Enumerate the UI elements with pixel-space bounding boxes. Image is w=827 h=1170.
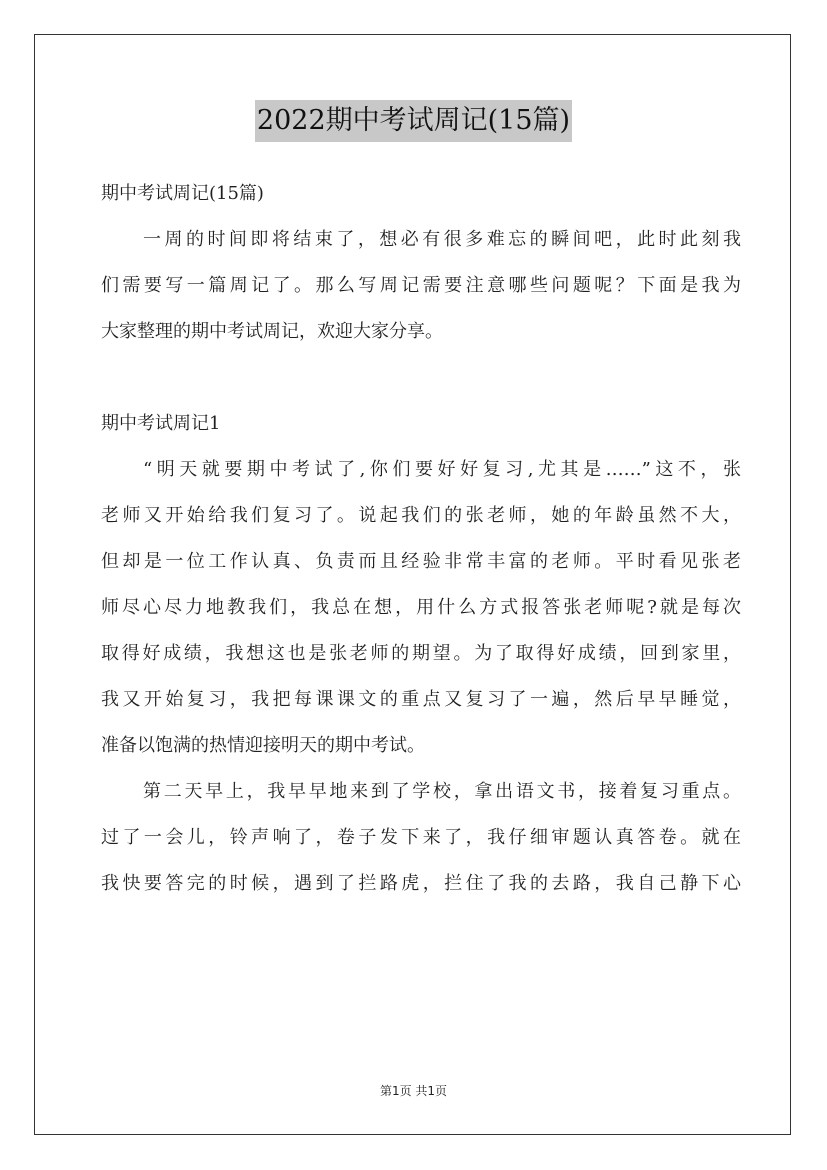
paragraph-line: 老师又开始给我们复习了。说起我们的张老师，她的年龄虽然不大， — [101, 505, 741, 526]
section-heading: 期中考试周记1 — [101, 413, 221, 434]
page-footer: 第1页 共1页 — [379, 1084, 448, 1098]
paragraph-line: 取得好成绩，我想这也是张老师的期望。为了取得好成绩，回到家里， — [101, 643, 741, 664]
paragraph-line: “明天就要期中考试了,你们要好好复习,尤其是……”这不，张 — [143, 459, 741, 480]
paragraph-line: 师尽心尽力地教我们，我总在想，用什么方式报答张老师呢?就是每次 — [101, 597, 741, 618]
paragraph-line: 我又开始复习，我把每课课文的重点又复习了一遍，然后早早睡觉， — [101, 689, 741, 710]
document-title: 2022期中考试周记(15篇) — [255, 100, 572, 142]
title-container — [0, 100, 827, 142]
blank-line — [101, 355, 741, 401]
intro-line: 们需要写一篇周记了。那么写周记需要注意哪些问题呢？下面是我为 — [101, 275, 741, 296]
paragraph-line: 过了一会儿，铃声响了，卷子发下来了，我仔细审题认真答卷。就在 — [101, 827, 741, 848]
intro-line: 大家整理的期中考试周记，欢迎大家分享。 — [101, 321, 443, 342]
intro-line: 一周的时间即将结束了，想必有很多难忘的瞬间吧，此时此刻我 — [143, 229, 741, 250]
paragraph-line: 我快要答完的时候，遇到了拦路虎，拦住了我的去路，我自己静下心 — [101, 873, 741, 894]
document-body — [101, 171, 741, 907]
document-subtitle: 期中考试周记(15篇) — [101, 183, 264, 204]
paragraph-line: 准备以饱满的热情迎接明天的期中考试。 — [101, 735, 425, 756]
paragraph-line: 第二天早上，我早早地来到了学校，拿出语文书，接着复习重点。 — [143, 781, 741, 802]
paragraph-line: 但却是一位工作认真、负责而且经验非常丰富的老师。平时看见张老 — [101, 551, 741, 572]
